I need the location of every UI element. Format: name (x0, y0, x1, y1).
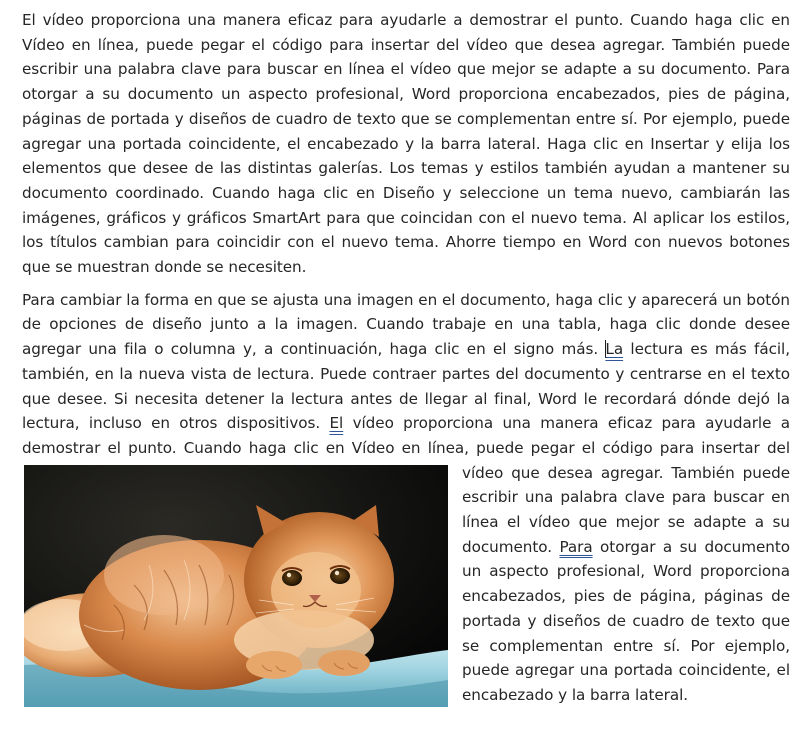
paragraph-2-text-c: También puede escribir una palabra clave para buscar en línea el vídeo que mejor se adapte a su documento. (462, 463, 790, 556)
cat-image[interactable] (24, 465, 448, 707)
grammar-mark-para[interactable]: Para (559, 537, 593, 556)
paragraph-2-text-d: otorgar a su documento un aspecto profesional, Word proporciona encabezados, pies de página, páginas de portada y diseños de cuadro de texto que se complementan entre sí. Por ejemplo, puede agregar una portada coincidente, el encabezado y la barra lateral. (462, 537, 790, 704)
paragraph-2-text-b: lectura es más fácil, también, en la nueva vista de lectura. Puede contraer partes del documento y centrarse en el texto que desee. Si necesita detener la lectura antes de llegar al final, Word le recordará dónde dejó la lectura, incluso en otros dispositivos. (22, 340, 791, 433)
document-page[interactable] (22, 8, 790, 708)
persian-cat-photo-icon (24, 465, 448, 707)
paragraph-1[interactable]: El vídeo proporciona una manera eficaz para ayudarle a demostrar el punto. Cuando haga clic en Vídeo en línea, puede pegar el código para insertar del vídeo que desea agregar. También puede escribir una palabra clave para buscar en línea el vídeo que mejor se adapte a su documento. Para otorgar a su documento un aspecto profesional, Word proporciona encabezados, pies de página, páginas de portada y diseños de cuadro de texto que se complementan entre sí. Por ejemplo, puede agregar una portada coincidente, el encabezado y la barra lateral. Haga clic en Insertar y elija los elementos que desee de las distintas galerías. Los temas y estilos también ayudan a mantener su documento coordinado. Cuando haga clic en Diseño y seleccione un tema nuevo, cambiarán las imágenes, gráficos y gráficos SmartArt para que coincidan con el nuevo tema. Al aplicar los estilos, los títulos cambian para coincidir con el nuevo tema. Ahorre tiempo en Word con nuevos botones que se muestran donde se necesiten. (22, 11, 790, 277)
paragraph-2-text-a: Para cambiar la forma en que se ajusta una imagen en el documento, haga clic y aparecerá un botón de opciones de diseño junto a la imagen. Cuando trabaje en una tabla, haga clic donde desee agregar una fila o columna y, a continuación, haga clic en el signo más. (22, 290, 790, 359)
grammar-mark-la[interactable]: La (605, 340, 624, 359)
grammar-mark-el[interactable]: El (329, 414, 344, 433)
paragraph-2-text-c-before-image: vídeo proporciona una manera eficaz para ayudarle a demostrar el punto. Cuando haga clic en Vídeo en línea, puede pegar el código para insertar del vídeo que desea agregar. (22, 414, 790, 482)
paragraph-2[interactable] (22, 288, 790, 708)
